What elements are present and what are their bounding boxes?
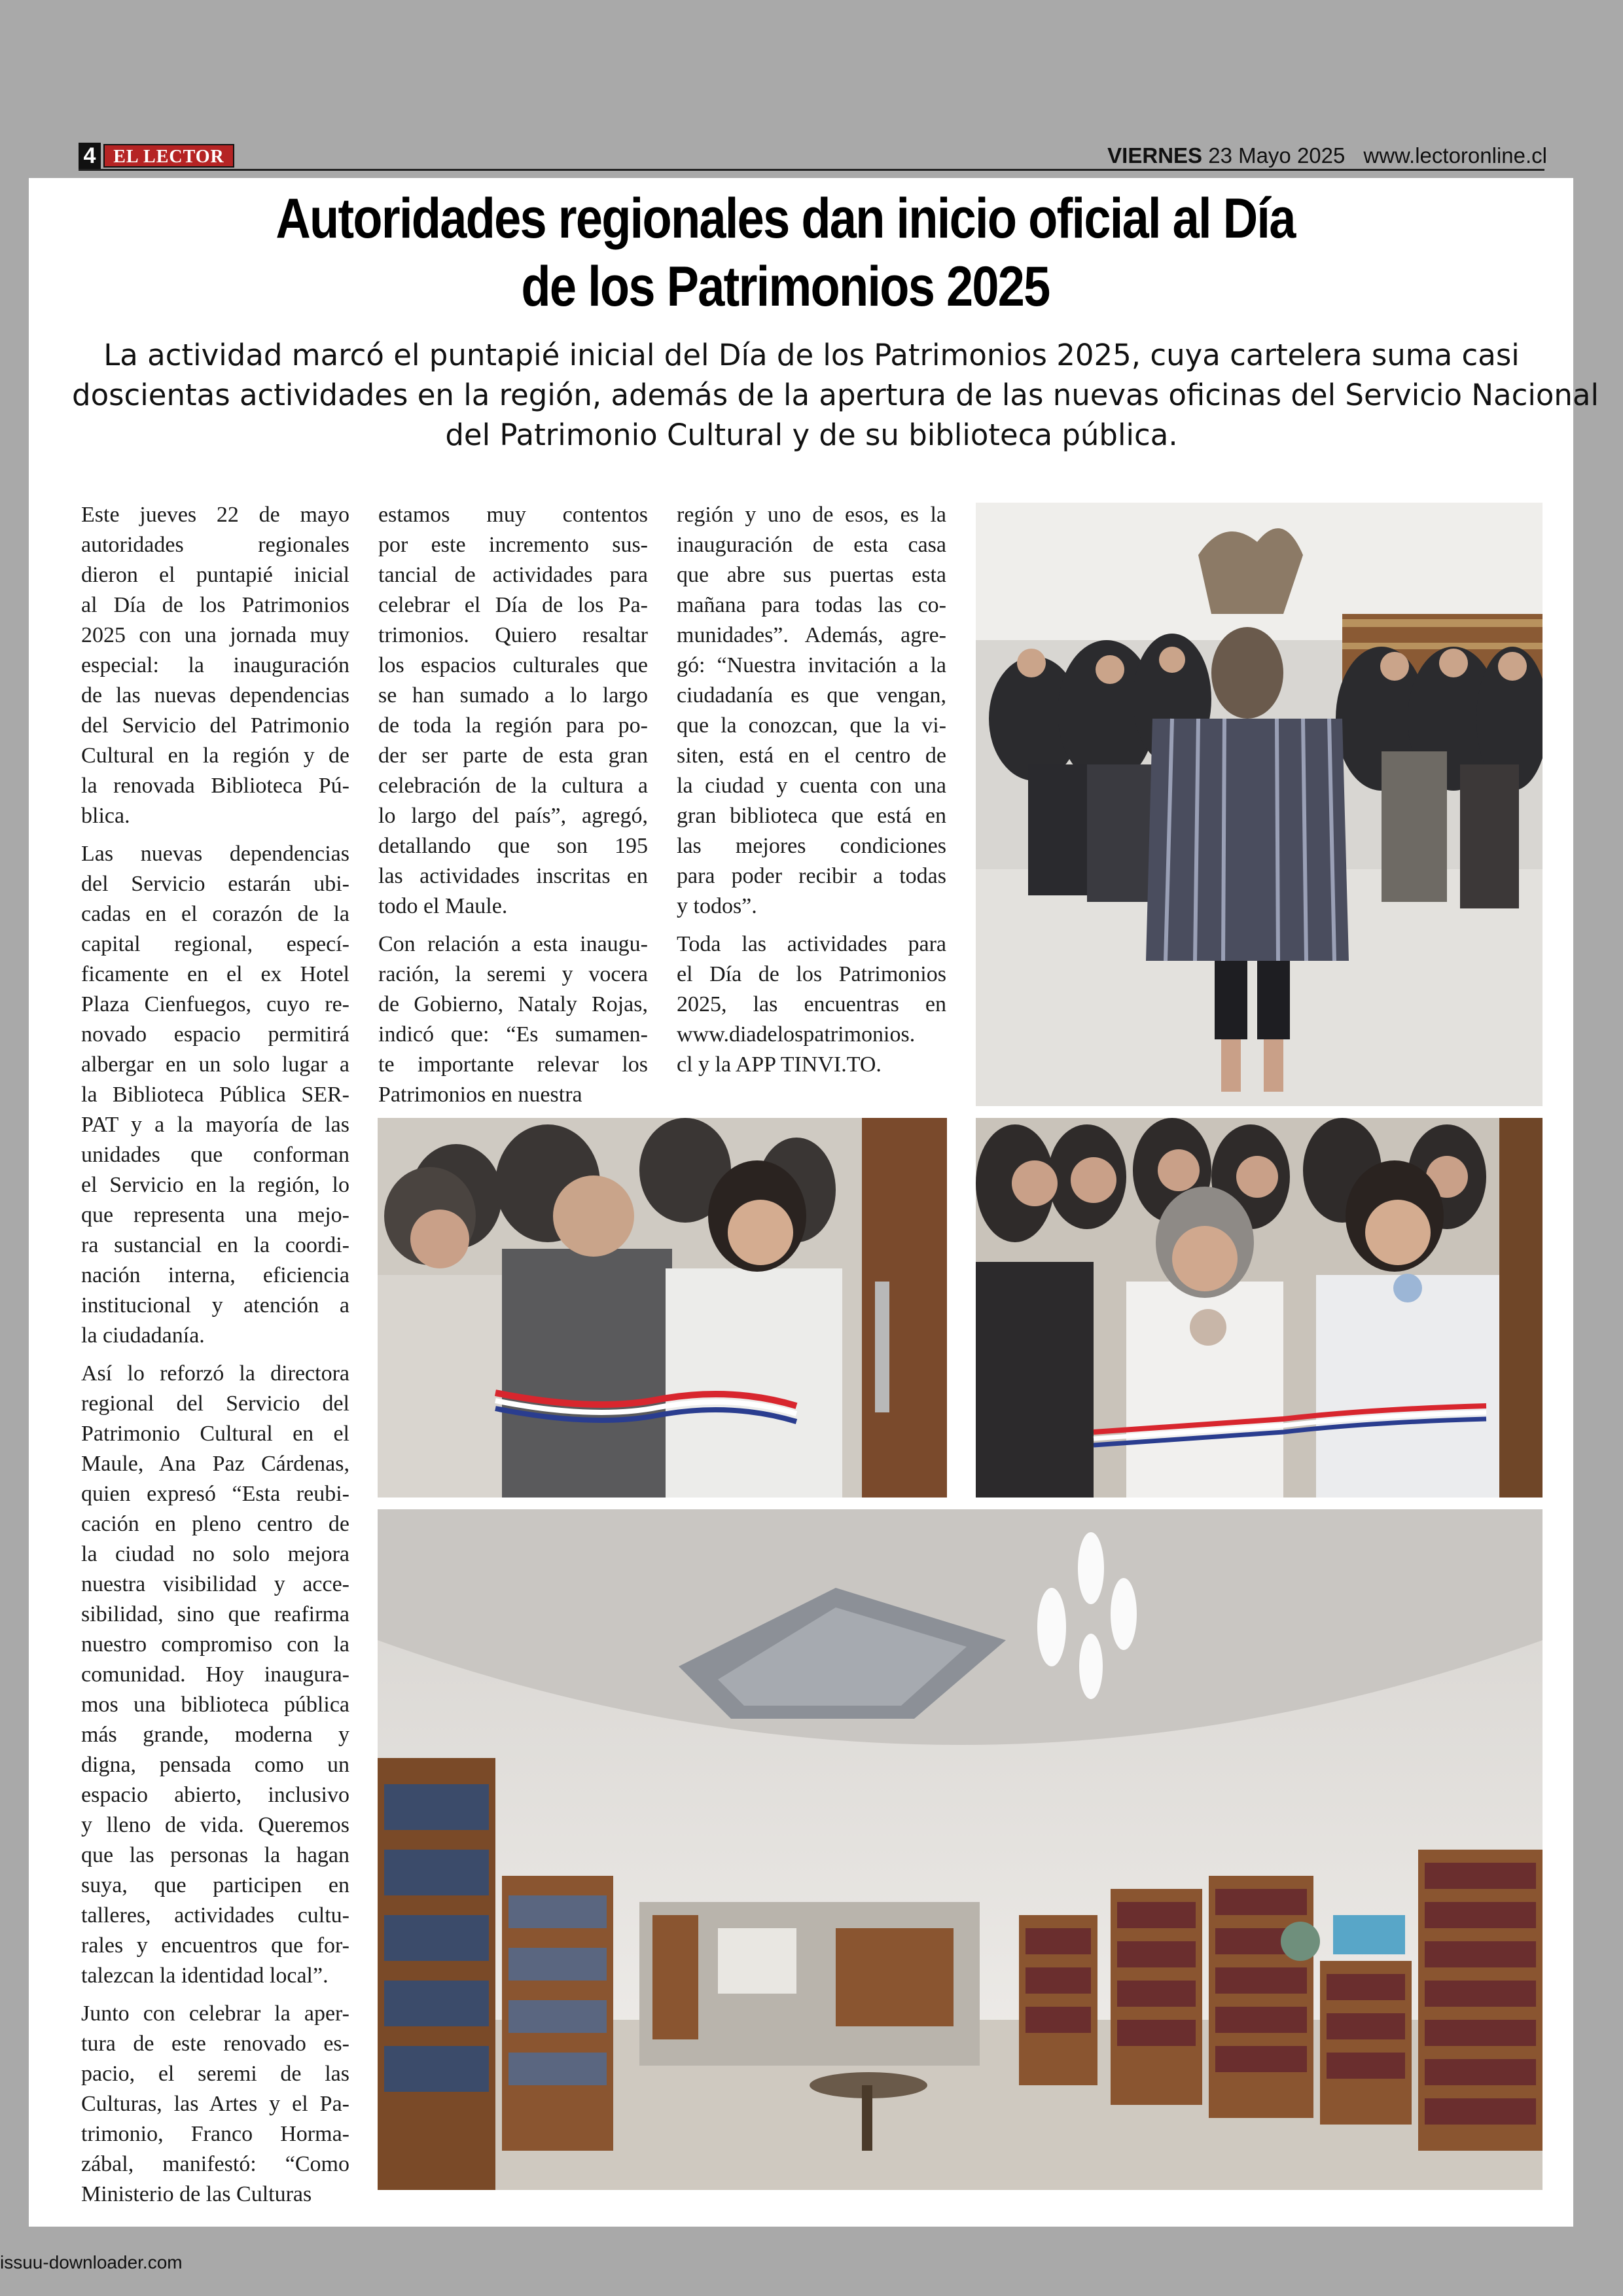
subtitle-line: La actividad marcó el puntapié inicial del Día de los Patrimonios 2025, cuya cartelera suma casi [103,338,1520,372]
article-line: nuestra visibilidad y acce- [81,1572,349,1596]
article-line: de toda la región para po- [378,713,648,738]
article-line: sibilidad, sino que reafirma [81,1602,349,1626]
article-line: talezcan la identidad local”. [81,1964,329,1988]
article-line: estamos muy contentos [378,503,648,527]
article-line: más grande, moderna y [81,1723,349,1747]
article-line: y lleno de vida. Queremos [81,1813,349,1837]
article-line: Junto con celebrar la aper- [81,2001,349,2026]
article-line: mañana para todas las co- [677,593,946,617]
article-line: Culturas, las Artes y el Pa- [81,2092,349,2116]
article-line: celebración de la cultura a [378,774,648,798]
article-line: www.diadelospatrimonios. [677,1022,916,1047]
article-line: autoridades regionales [81,533,349,557]
article-line: Plaza Cienfuegos, cuyo re- [81,992,349,1016]
article-line: ficamente en el ex Hotel [81,962,349,986]
article-line: que las personas la hagan [81,1843,349,1867]
article-line: PAT y a la mayoría de las [81,1113,349,1137]
article-line: gran biblioteca que está en [677,804,946,828]
article-line: nación interna, eficiencia [81,1263,349,1287]
article-line: la Biblioteca Pública SER- [81,1083,349,1107]
page-number: 4 [79,143,101,169]
article-line: nuestro compromiso con la [81,1632,349,1657]
article-line: las actividades inscritas en [378,864,648,888]
article-line: mos una biblioteca pública [81,1693,349,1717]
article-line: regional del Servicio del [81,1391,349,1416]
article-column-2 [378,500,648,1110]
article-line: blica. [81,804,130,828]
article-line: región y uno de esos, es la [677,503,946,527]
article-line: lo largo del país”, agregó, [378,804,648,828]
article-line: zábal, manifestó: “Como [81,2152,349,2176]
article-line: el Día de los Patrimonios [677,962,946,986]
article-line: 2025 con una jornada muy [81,623,349,647]
photo-ribbon-cutting-2 [976,1118,1543,1498]
article-column-3 [677,500,946,1080]
subtitle [72,335,1599,455]
article-line: capital regional, especí- [81,932,349,956]
article-line: 2025, las encuentras en [677,992,946,1016]
article-line: trimonios. Quiero resaltar [378,623,648,647]
article-line: la ciudadanía. [81,1323,205,1348]
article-line: siten, está en el centro de [677,744,946,768]
newspaper-logo: EL LECTOR [103,144,234,168]
article-line: Con relación a esta inaugu- [378,932,648,956]
article-line: tancial de actividades para [378,563,648,587]
article-line: albergar en un solo lugar a [81,1052,349,1077]
article-line: Ministerio de las Culturas [81,2182,312,2206]
article-line: Cultural en la región y de [81,744,349,768]
article-line: munidades”. Además, agre- [677,623,946,647]
article-line: los espacios culturales que [378,653,648,677]
article-line: rales y encuentros que for- [81,1933,349,1958]
article-line: de Gobierno, Nataly Rojas, [378,992,648,1016]
article-line: ración, la seremi y vocera [378,962,648,986]
article-line: cadas en el corazón de la [81,902,349,926]
article-line: Las nuevas dependencias [81,842,349,866]
article-line: novado espacio permitirá [81,1022,349,1047]
article-line: quien expresó “Esta reubi- [81,1482,349,1506]
article-line: el Servicio en la región, lo [81,1173,349,1197]
article-line: de las nuevas dependencias [81,683,349,708]
article-line: que la conozcan, que la vi- [677,713,946,738]
article-line: para poder recibir a todas [677,864,946,888]
article-line: der ser parte de esta gran [378,744,648,768]
article-line: indicó que: “Es sumamen- [378,1022,648,1047]
article-line: la ciudad no solo mejora [81,1542,349,1566]
header-website[interactable]: www.lectoronline.cl [1363,143,1547,168]
article-line: espacio abierto, inclusivo [81,1783,349,1807]
article-line: se han sumado a lo largo [378,683,648,708]
header-dateline [1107,143,1547,169]
article-line: al Día de los Patrimonios [81,593,349,617]
article-line: institucional y atención a [81,1293,349,1318]
article-line: celebrar el Día de los Pa- [378,593,648,617]
article-line: especial: la inauguración [81,653,349,677]
article-line: Patrimonio Cultural en el [81,1422,349,1446]
article-line: te importante relevar los [378,1052,648,1077]
article-line: por este incremento sus- [378,533,648,557]
article-column-1 [81,500,349,2210]
article-line: Maule, Ana Paz Cárdenas, [81,1452,349,1476]
article-line: Así lo reforzó la directora [81,1361,349,1386]
header-date: 23 Mayo 2025 [1208,143,1346,168]
article-line: del Servicio del Patrimonio [81,713,349,738]
article-line: dieron el puntapié inicial [81,563,349,587]
article-line: Patrimonios en nuestra [378,1083,582,1107]
photo-ceremony-dancer [976,503,1543,1106]
article-line: que abre sus puertas esta [677,563,946,587]
article-line: gó: “Nuestra invitación a la [677,653,946,677]
article-line: cl y la APP TINVI.TO. [677,1052,882,1077]
headline-line: de los Patrimonios 2025 [521,255,1050,318]
article-line: trimonio, Franco Horma- [81,2122,349,2146]
article-line: del Servicio estarán ubi- [81,872,349,896]
photo-library-interior [378,1509,1543,2190]
header-day: VIERNES [1107,143,1203,168]
article-line: las mejores condiciones [677,834,946,858]
article-line: la renovada Biblioteca Pú- [81,774,349,798]
subtitle-line: del Patrimonio Cultural y de su biblioteca pública. [445,418,1178,452]
article-line: cación en pleno centro de [81,1512,349,1536]
article-line: digna, pensada como un [81,1753,349,1777]
article-line: suya, que participen en [81,1873,349,1897]
article-line: comunidad. Hoy inaugura- [81,1662,349,1687]
subtitle-line: doscientas actividades en la región, además de la apertura de las nuevas oficinas del Servicio Nacional [72,378,1599,412]
article-line: la ciudad y cuenta con una [677,774,946,798]
headline [223,185,1348,321]
footer-source: issuu-downloader.com [0,2252,183,2272]
article-line: que representa una mejo- [81,1203,349,1227]
article-line: pacio, el seremi de las [81,2062,349,2086]
article-line: unidades que conforman [81,1143,349,1167]
article-line: inauguración de esta casa [677,533,946,557]
article-line: ra sustancial en la coordi- [81,1233,349,1257]
article-line: tura de este renovado es- [81,2032,349,2056]
article-line: ciudadanía es que vengan, [677,683,946,708]
article-line: Toda las actividades para [677,932,946,956]
article-line: y todos”. [677,894,757,918]
article-line: Este jueves 22 de mayo [81,503,349,527]
article-line: detallando que son 195 [378,834,648,858]
article-line: talleres, actividades cultu- [81,1903,349,1928]
article-line: todo el Maule. [378,894,508,918]
header-rule [79,169,1544,171]
photo-ribbon-cutting-1 [378,1118,947,1498]
headline-line: Autoridades regionales dan inicio oficial al Día [276,187,1295,250]
